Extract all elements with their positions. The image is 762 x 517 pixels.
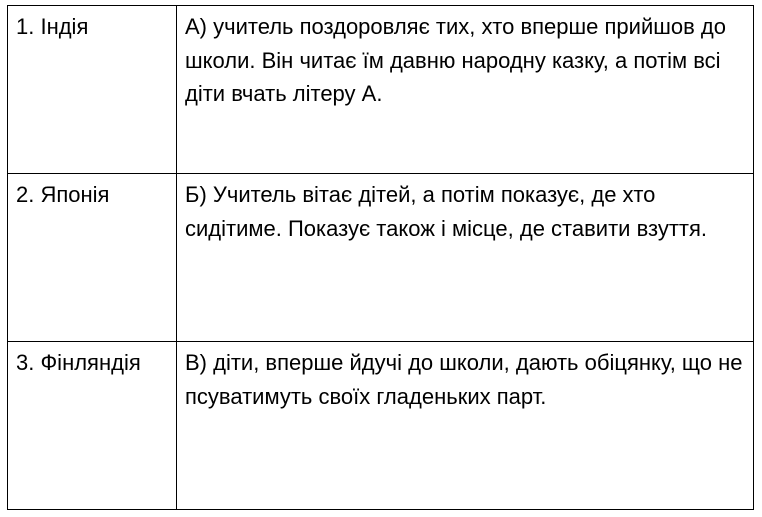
table-row [8,342,754,510]
description-cell: А) учитель поздоровляє тих, хто вперше прийшов до школи. Він читає їм давню народну казку, а потім всі діти вчать літеру А. [177,6,754,174]
matching-table [7,5,754,510]
country-cell: 1. Індія [8,6,177,174]
country-cell: 3. Фінляндія [8,342,177,510]
table-row [8,174,754,342]
description-cell: В) діти, вперше йдучі до школи, дають обіцянку, що не псуватимуть своїх гладеньких парт. [177,342,754,510]
country-cell: 2. Японія [8,174,177,342]
description-cell: Б) Учитель вітає дітей, а потім показує, де хто сидітиме. Показує також і місце, де ставити взуття. [177,174,754,342]
table-row [8,6,754,174]
